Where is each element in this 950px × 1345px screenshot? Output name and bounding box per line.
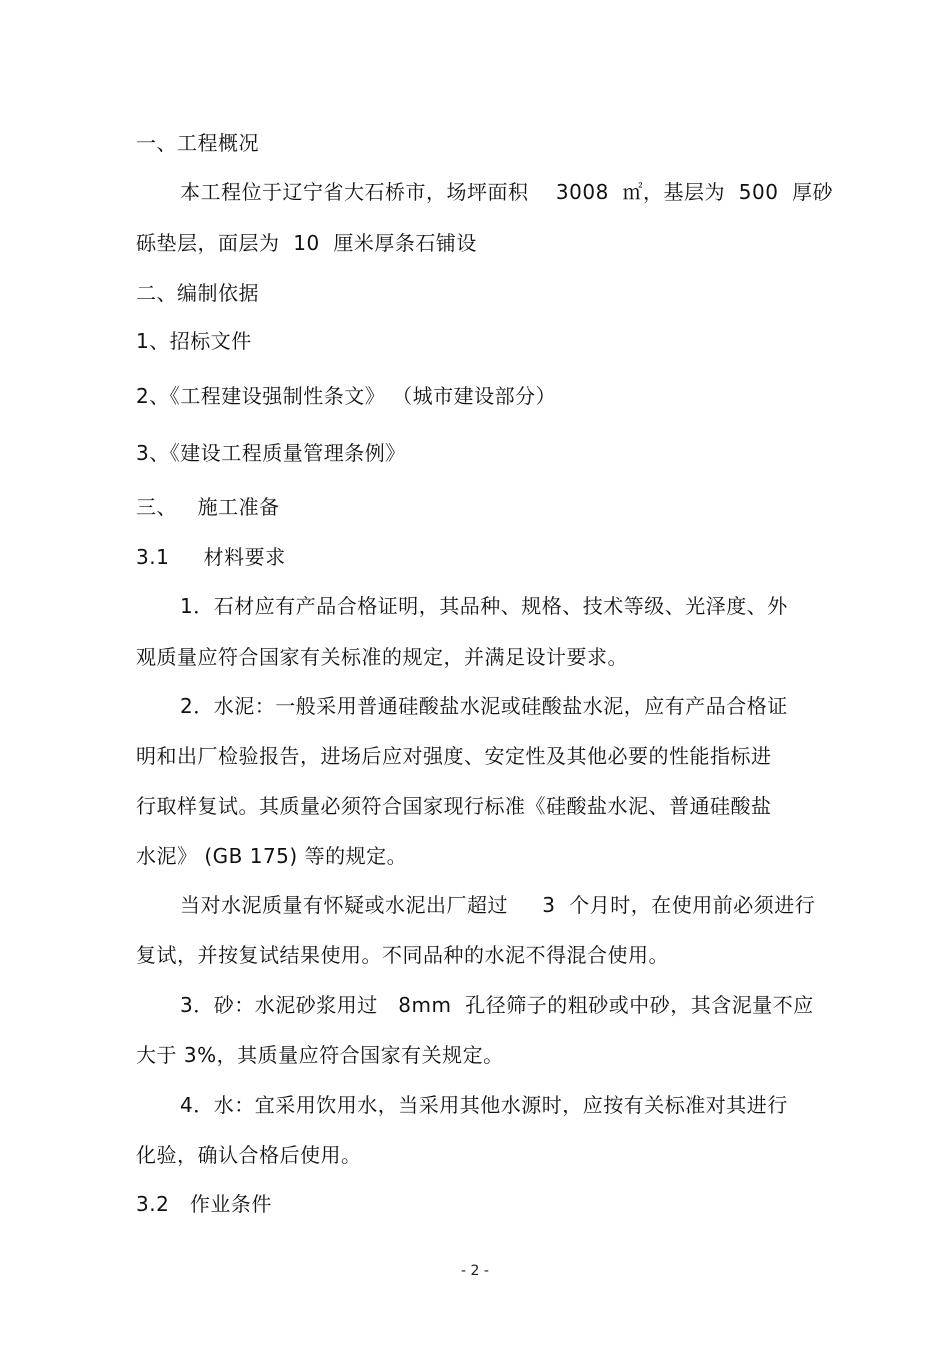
paragraph-line: 1．石材应有产品合格证明，其品种、规格、技术等级、光泽度、外 — [180, 594, 788, 618]
heading-basis: 二、编制依据 — [136, 281, 259, 305]
paragraph-line: 行取样复试。其质量必须符合国家现行标准《硅酸盐水泥、普通硅酸盐 — [136, 794, 772, 818]
paragraph-line: 砾垫层，面层为 10 厘米厚条石铺设 — [136, 231, 477, 255]
list-item: 3、《建设工程质量管理条例》 — [136, 441, 406, 465]
paragraph-line: 4．水：宜采用饮用水，当采用其他水源时，应按有关标准对其进行 — [180, 1093, 788, 1117]
subheading-material: 3.1 材料要求 — [136, 545, 286, 569]
paragraph-line: 本工程位于辽宁省大石桥市，场坪面积 3008 ㎡，基层为 500 厚砂 — [180, 180, 834, 204]
heading-preparation: 三、 施工准备 — [136, 495, 280, 519]
heading-project-overview: 一、工程概况 — [136, 131, 259, 155]
paragraph-line: 复试，并按复试结果使用。不同品种的水泥不得混合使用。 — [136, 943, 669, 967]
paragraph-line: 2．水泥：一般采用普通硅酸盐水泥或硅酸盐水泥，应有产品合格证 — [180, 694, 788, 718]
subheading-work-conditions: 3.2 作业条件 — [136, 1192, 272, 1216]
paragraph-line: 观质量应符合国家有关标准的规定，并满足设计要求。 — [136, 645, 628, 669]
paragraph-line: 明和出厂检验报告，进场后应对强度、安定性及其他必要的性能指标进 — [136, 744, 772, 768]
paragraph-line: 3．砂：水泥砂浆用过 8mm 孔径筛子的粗砂或中砂，其含泥量不应 — [180, 993, 814, 1017]
paragraph-line: 水泥》 (GB 175) 等的规定。 — [136, 844, 408, 868]
page-number: - 2 - — [461, 1263, 489, 1279]
list-item: 2、《工程建设强制性条文》 （城市建设部分） — [136, 384, 557, 408]
list-item: 1、招标文件 — [136, 329, 252, 353]
paragraph-line: 大于 3%，其质量应符合国家有关规定。 — [136, 1043, 504, 1067]
paragraph-line: 当对水泥质量有怀疑或水泥出厂超过 3 个月时，在使用前必须进行 — [180, 893, 816, 917]
paragraph-line: 化验，确认合格后使用。 — [136, 1143, 362, 1167]
